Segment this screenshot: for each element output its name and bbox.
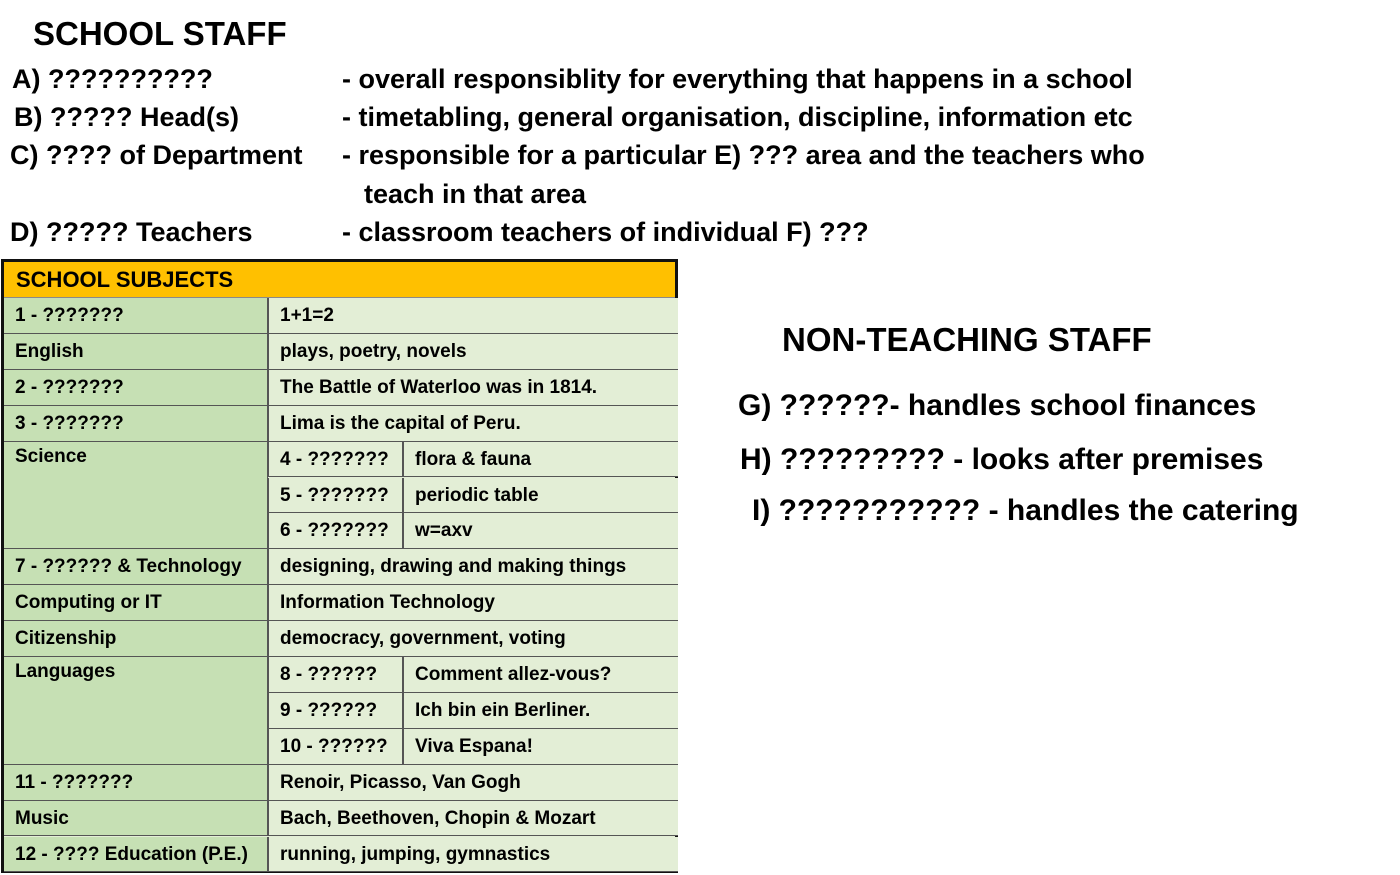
description-cell: democracy, government, voting — [268, 621, 678, 657]
non-teaching-item-i: I) ??????????? - handles the catering — [752, 494, 1299, 527]
subtopic-cell: 9 - ?????? — [268, 693, 403, 729]
description-cell: periodic table — [403, 478, 678, 514]
school-staff-title: SCHOOL STAFF — [33, 15, 287, 52]
subject-cell: 7 - ?????? & Technology — [4, 549, 268, 585]
non-teaching-item-h: H) ????????? - looks after premises — [740, 443, 1264, 476]
staff-desc-a: - overall responsiblity for everything that happens in a school — [342, 64, 1133, 94]
description-cell: Viva Espana! — [403, 729, 678, 765]
school-subjects-table — [1, 259, 678, 873]
subject-cell: Citizenship — [4, 621, 268, 657]
staff-desc-c-continued: teach in that area — [364, 179, 587, 209]
subtopic-cell: 5 - ??????? — [268, 478, 403, 514]
subject-cell: Languages — [4, 657, 268, 765]
description-cell: plays, poetry, novels — [268, 334, 678, 370]
description-cell: Lima is the capital of Peru. — [268, 406, 678, 442]
subject-cell: 2 - ??????? — [4, 370, 268, 406]
description-cell: Bach, Beethoven, Chopin & Mozart — [268, 801, 678, 837]
staff-desc-c: - responsible for a particular E) ??? area and the teachers who — [342, 140, 1145, 170]
description-cell: Comment allez-vous? — [403, 657, 678, 693]
description-cell: w=axv — [403, 513, 678, 549]
description-cell: Ich bin ein Berliner. — [403, 693, 678, 729]
table-header: SCHOOL SUBJECTS — [4, 262, 675, 298]
staff-desc-d: - classroom teachers of individual F) ??? — [342, 217, 869, 247]
staff-label-a: A) ?????????? — [12, 64, 213, 94]
description-cell: Information Technology — [268, 585, 678, 621]
subject-cell: 12 - ???? Education (P.E.) — [4, 837, 268, 873]
subtopic-cell: 4 - ??????? — [268, 442, 403, 478]
description-cell: Renoir, Picasso, Van Gogh — [268, 765, 678, 801]
non-teaching-title: NON-TEACHING STAFF — [782, 321, 1152, 358]
subject-cell: 1 - ??????? — [4, 298, 268, 334]
staff-label-d: D) ????? Teachers — [10, 217, 253, 247]
subject-cell: Science — [4, 442, 268, 550]
subject-cell: 11 - ??????? — [4, 765, 268, 801]
description-cell: flora & fauna — [403, 442, 678, 478]
description-cell: 1+1=2 — [268, 298, 678, 334]
subject-cell: English — [4, 334, 268, 370]
subtopic-cell: 10 - ?????? — [268, 729, 403, 765]
description-cell: running, jumping, gymnastics — [268, 837, 678, 873]
description-cell: The Battle of Waterloo was in 1814. — [268, 370, 678, 406]
non-teaching-item-g: G) ??????- handles school finances — [738, 389, 1257, 422]
staff-desc-b: - timetabling, general organisation, discipline, information etc — [342, 102, 1133, 132]
subject-cell: Music — [4, 801, 268, 837]
subtopic-cell: 8 - ?????? — [268, 657, 403, 693]
staff-label-c: C) ???? of Department — [10, 140, 303, 170]
description-cell: designing, drawing and making things — [268, 549, 678, 585]
subtopic-cell: 6 - ??????? — [268, 513, 403, 549]
subject-cell: Computing or IT — [4, 585, 268, 621]
subject-cell: 3 - ??????? — [4, 406, 268, 442]
staff-label-b: B) ????? Head(s) — [14, 102, 239, 132]
